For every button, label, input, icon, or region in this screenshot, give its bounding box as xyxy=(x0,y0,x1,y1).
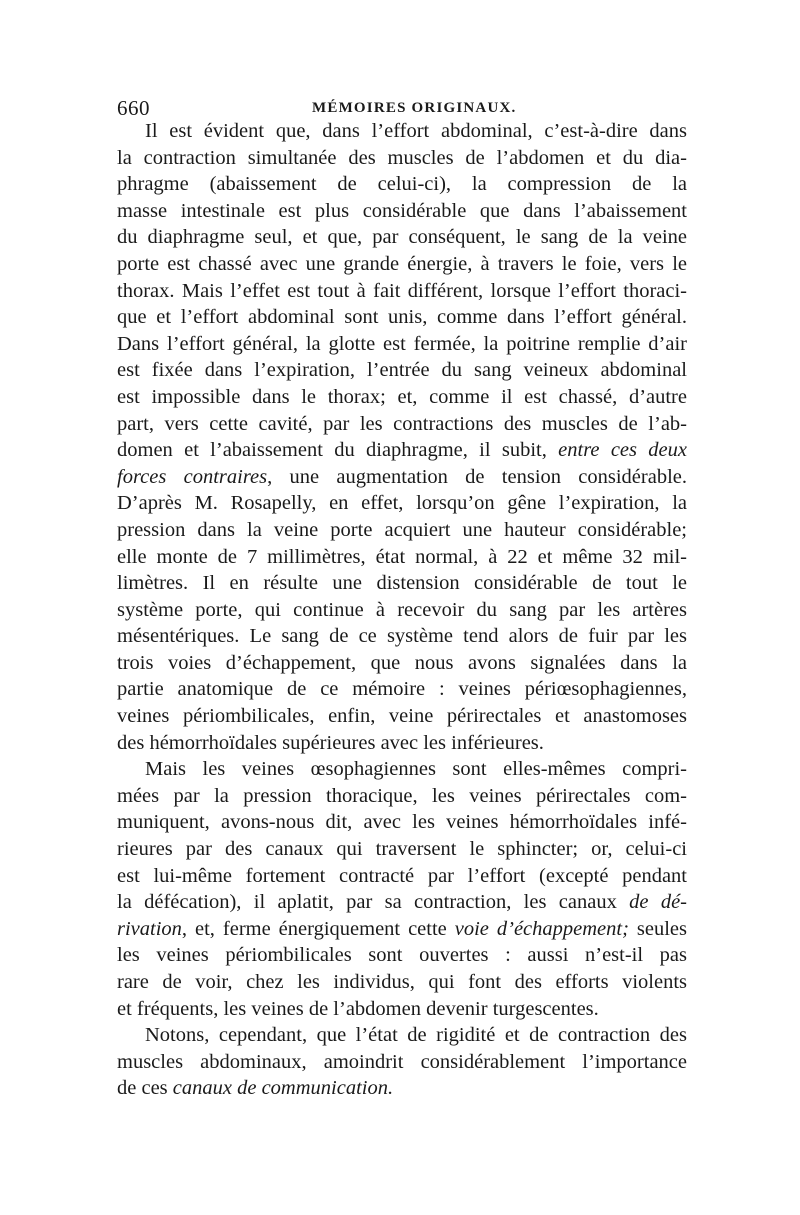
text-line xyxy=(117,224,687,251)
text-segment: elle monte de 7 millimètres, état normal, à 22 et même 32 mil- xyxy=(117,545,687,568)
text-segment: , une augmentation de tension considérable. xyxy=(267,465,687,488)
text-segment: Dans l’effort général, la glotte est fermée, la poitrine remplie d’air xyxy=(117,332,687,355)
text-line xyxy=(117,836,687,863)
text-segment: est fixée dans l’expiration, l’entrée du sang veineux abdominal xyxy=(117,359,687,382)
text-line xyxy=(117,570,687,597)
text-line xyxy=(117,357,687,384)
text-line xyxy=(117,916,687,943)
text-line xyxy=(117,490,687,517)
text-line xyxy=(117,650,687,677)
text-line xyxy=(117,145,687,172)
italic-text: entre ces deux xyxy=(558,439,688,462)
text-line xyxy=(117,118,687,145)
text-segment: des hémorrhoïdales supérieures avec les inférieures. xyxy=(117,731,544,754)
text-line xyxy=(117,411,687,438)
text-segment: rare de voir, chez les individus, qui font des efforts violents xyxy=(117,971,687,993)
text-line xyxy=(117,783,687,810)
italic-text: canaux de communication. xyxy=(172,1077,394,1100)
text-segment: Notons, cependant, que l’état de rigidité et de contraction des xyxy=(145,1024,687,1047)
text-line xyxy=(117,384,687,411)
text-segment: la contraction simultanée des muscles de l’abdomen et du dia- xyxy=(117,146,687,169)
text-segment: part, vers cette cavité, par les contractions des muscles de l’ab- xyxy=(117,412,687,435)
text-line xyxy=(117,464,687,491)
text-segment: seules xyxy=(628,917,687,940)
text-line xyxy=(117,703,687,730)
body-text xyxy=(117,118,687,1102)
text-segment: D’après M. Rosapelly, en effet, lorsqu’on gêne l’expiration, la xyxy=(117,492,687,515)
text-segment: est lui-même fortement contracté par l’effort (excepté pendant xyxy=(117,864,687,887)
text-segment: que et l’effort abdominal sont unis, comme dans l’effort général. xyxy=(117,306,687,329)
text-line xyxy=(117,730,687,757)
text-line xyxy=(117,597,687,624)
text-segment: est impossible dans le thorax; et, comme il est chassé, d’autre xyxy=(117,385,687,408)
text-line xyxy=(117,198,687,225)
text-segment: de ces xyxy=(117,1077,173,1100)
text-segment: phragme (abaissement de celui-ci), la compression de la xyxy=(117,173,687,196)
italic-text: de dé- xyxy=(629,891,688,914)
text-line xyxy=(117,331,687,358)
text-segment: muscles abdominaux, amoindrit considérablement l’importance xyxy=(117,1050,687,1073)
text-segment: mésentériques. Le sang de ce système tend alors de fuir par les xyxy=(117,625,687,648)
page-number: 660 xyxy=(117,96,150,120)
text-segment: mées par la pression thoracique, les veines périrectales com- xyxy=(117,784,687,807)
text-line xyxy=(117,676,687,703)
text-segment: Mais les veines œsophagiennes sont elles-mêmes compri- xyxy=(145,758,687,781)
text-segment: masse intestinale est plus considérable que dans l’abaissement xyxy=(117,199,687,222)
text-line xyxy=(117,544,687,571)
text-segment: Il est évident que, dans l’effort abdominal, c’est-à-dire dans xyxy=(145,120,687,142)
text-segment: limètres. Il en résulte une distension considérable de tout le xyxy=(117,572,687,595)
text-line xyxy=(117,969,687,996)
text-line xyxy=(117,1075,687,1102)
text-line xyxy=(117,517,687,544)
text-segment: les veines périombilicales sont ouvertes : aussi n’est-il pas xyxy=(117,944,687,967)
text-segment: veines périombilicales, enfin, veine périrectales et anastomoses xyxy=(117,705,687,728)
text-segment: , et, ferme énergiquement cette xyxy=(181,917,455,940)
text-line xyxy=(117,756,687,783)
text-segment: porte est chassé avec une grande énergie, à travers le foie, vers le xyxy=(117,252,687,275)
text-line xyxy=(117,251,687,278)
text-line xyxy=(117,889,687,916)
italic-text: rivation xyxy=(117,917,182,940)
text-line xyxy=(117,809,687,836)
text-line xyxy=(117,171,687,198)
text-segment: muniquent, avons-nous dit, avec les veines hémorrhoïdales infé- xyxy=(117,811,687,834)
text-line xyxy=(117,942,687,969)
text-segment: et fréquents, les veines de l’abdomen devenir turgescentes. xyxy=(117,997,599,1020)
text-segment: la défécation), il aplatit, par sa contraction, les canaux xyxy=(117,891,630,914)
text-line xyxy=(117,623,687,650)
italic-text: voie d’échappement; xyxy=(454,917,629,940)
text-line xyxy=(117,863,687,890)
text-segment: trois voies d’échappement, que nous avons signalées dans la xyxy=(117,651,687,674)
text-line xyxy=(117,437,687,464)
text-segment: partie anatomique de ce mémoire : veines périœsophagiennes, xyxy=(117,678,687,701)
text-line xyxy=(117,304,687,331)
text-segment: pression dans la veine porte acquiert une hauteur considérable; xyxy=(117,518,687,541)
text-segment: domen et l’abaissement du diaphragme, il subit, xyxy=(117,439,559,462)
text-segment: du diaphragme seul, et que, par conséquent, le sang de la veine xyxy=(117,226,687,249)
text-line xyxy=(117,278,687,305)
text-line xyxy=(117,996,687,1023)
text-line xyxy=(117,1022,687,1049)
running-title: MÉMOIRES ORIGINAUX. xyxy=(312,100,517,116)
italic-text: forces contraires xyxy=(117,465,268,488)
text-segment: thorax. Mais l’effet est tout à fait différent, lorsque l’effort thoraci- xyxy=(117,279,687,302)
text-line xyxy=(117,1049,687,1076)
text-segment: système porte, qui continue à recevoir du sang par les artères xyxy=(117,598,687,621)
text-segment: rieures par des canaux qui traversent le sphincter; or, celui-ci xyxy=(117,838,687,861)
